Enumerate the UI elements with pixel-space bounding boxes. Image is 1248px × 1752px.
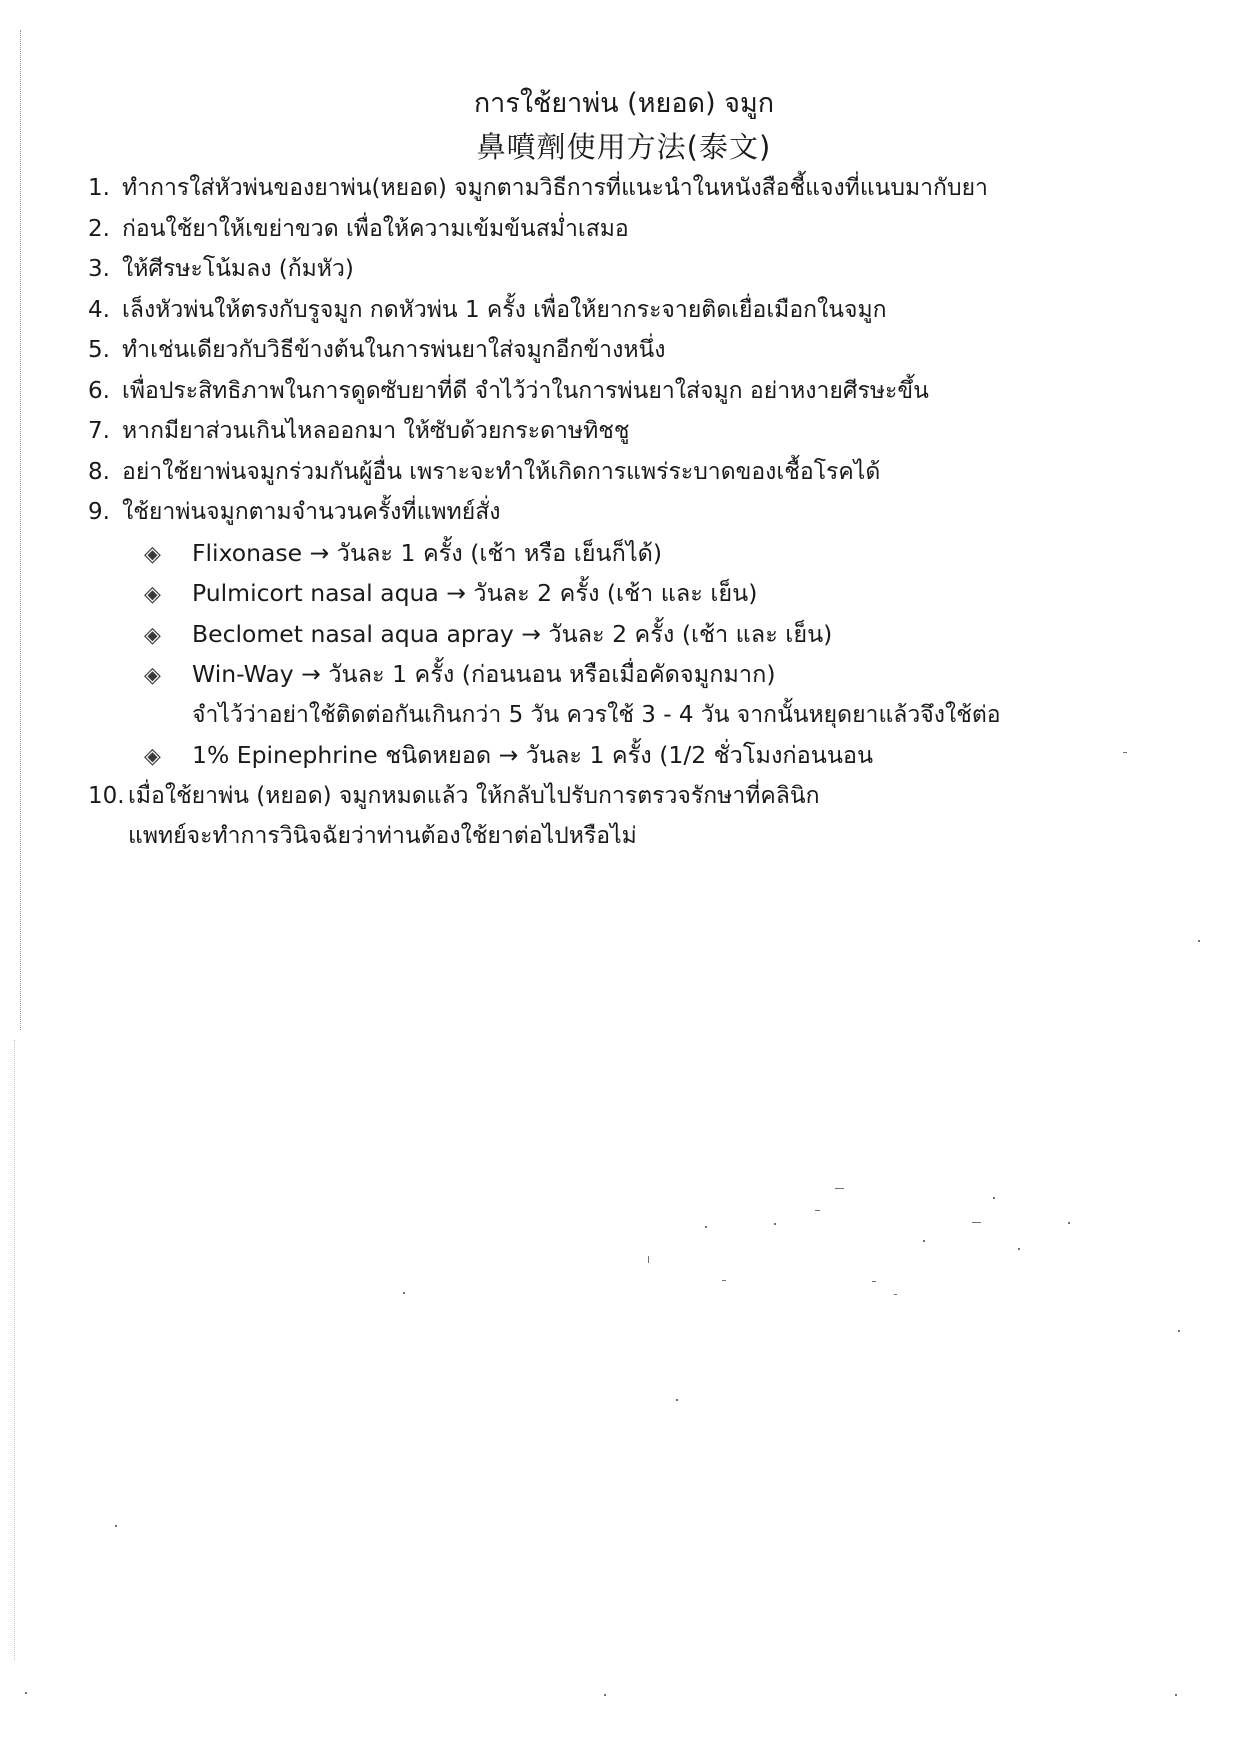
diamond-bullet-icon: ◈ [144, 663, 161, 688]
item-number: 10. [88, 782, 125, 809]
diamond-bullet-icon: ◈ [144, 744, 161, 769]
item-text: ทำการใส่หัวพ่นของยาพ่น(หยอด) จมูกตามวิธีการที่แนะนำในหนังสือชี้แจงที่แนบมากับยา [122, 175, 988, 201]
item-text: หากมียาส่วนเกินไหลออกมา ให้ซับด้วยกระดาษทิชชู [122, 418, 630, 444]
scan-speck [403, 1292, 405, 1294]
list-item [88, 492, 1208, 533]
item-text: ให้ศีรษะโน้มลง (ก้มหัว) [122, 256, 354, 282]
scan-speck [972, 1222, 981, 1223]
scan-speck [25, 1692, 27, 1694]
win-way-note: จำไว้ว่าอย่าใช้ติดต่อกันเกินกว่า 5 วัน ควรใช้ 3 - 4 วัน จากนั้นหยุดยาแล้วจึงใช้ต่อ [192, 701, 1001, 728]
item-text: ใช้ยาพ่นจมูกตามจำนวนครั้งที่แพทย์สั่ง [122, 499, 501, 525]
list-item [88, 249, 1208, 290]
scan-edge-mark [14, 1040, 15, 1660]
sub-list-item [88, 614, 1208, 655]
scan-speck [705, 1226, 707, 1228]
scan-speck [722, 1280, 726, 1281]
sub-list-item [88, 654, 1208, 695]
item-number: 9. [88, 499, 110, 525]
sub-list-item [88, 735, 1208, 776]
scan-speck [604, 1694, 606, 1696]
sub-item-text: Pulmicort nasal aqua → วันละ 2 ครั้ง (เช้า และ เย็น) [192, 579, 758, 607]
scan-speck [676, 1399, 678, 1401]
scan-speck [1178, 1330, 1180, 1332]
item-text: เมื่อใช้ยาพ่น (หยอด) จมูกหมดแล้ว ให้กลับไปรับการตรวจรักษาที่คลินิก [128, 782, 820, 809]
item-text: เพื่อประสิทธิภาพในการดูดซับยาที่ดี จำไว้ว่าในการพ่นยาใส่จมูก อย่าหงายศีรษะขึ้น [122, 377, 929, 404]
scan-speck [1198, 940, 1200, 942]
diamond-bullet-icon: ◈ [144, 582, 161, 607]
item-text: ก่อนใช้ยาให้เขย่าขวด เพื่อให้ความเข้มข้นสม่ำเสมอ [122, 215, 629, 242]
scan-speck [815, 1210, 820, 1211]
scan-speck [872, 1281, 876, 1282]
list-item [88, 290, 1208, 331]
scan-speck [115, 1525, 117, 1527]
list-item [88, 776, 1208, 817]
item-text-continuation: แพทย์จะทำการวินิจฉัยว่าท่านต้องใช้ยาต่อไปหรือไม่ [128, 823, 637, 849]
item-number: 1. [88, 175, 110, 201]
sub-list-item [88, 573, 1208, 614]
sub-list-item [88, 533, 1208, 574]
scan-speck [1175, 1694, 1177, 1696]
list-item [88, 411, 1208, 452]
item-number: 5. [88, 337, 110, 363]
scan-speck [993, 1197, 995, 1199]
instruction-list [88, 168, 1208, 857]
scan-speck [835, 1188, 844, 1189]
sub-item-text: 1% Epinephrine ชนิดหยอด → วันละ 1 ครั้ง (1/2 ชั่วโมงก่อนนอน [192, 741, 874, 769]
item-number: 8. [88, 458, 110, 485]
item-number: 7. [88, 418, 110, 444]
item-number: 6. [88, 377, 110, 404]
item-number: 2. [88, 215, 110, 242]
page-title-thai: การใช้ยาพ่น (หยอด) จมูก [473, 88, 775, 119]
scan-edge-mark [20, 30, 21, 1030]
scan-speck [648, 1256, 649, 1263]
sub-item-text: Flixonase → วันละ 1 ครั้ง (เช้า หรือ เย็นก็ได้) [192, 538, 663, 567]
list-item [88, 209, 1208, 250]
scan-speck [894, 1294, 897, 1295]
scan-speck [1018, 1248, 1020, 1250]
list-item [88, 452, 1208, 493]
sub-item-text: Win-Way → วันละ 1 ครั้ง (ก่อนนอน หรือเมื่อคัดจมูกมาก) [192, 660, 776, 688]
item-number: 4. [88, 296, 110, 323]
list-item [88, 330, 1208, 371]
item-text: อย่าใช้ยาพ่นจมูกร่วมกันผู้อื่น เพราะจะทำให้เกิดการแพร่ระบาดของเชื้อโรคได้ [122, 458, 881, 485]
diamond-bullet-icon: ◈ [144, 541, 161, 567]
item-text: เล็งหัวพ่นให้ตรงกับรูจมูก กดหัวพ่น 1 ครั้ง เพื่อให้ยากระจายติดเยื่อเมือกในจมูก [122, 296, 887, 323]
list-item [88, 371, 1208, 412]
item-number: 3. [88, 256, 110, 282]
diamond-bullet-icon: ◈ [144, 622, 161, 648]
list-item [88, 168, 1208, 209]
scan-speck [1123, 752, 1127, 753]
scan-speck [923, 1240, 925, 1242]
sub-item-text: Beclomet nasal aqua apray → วันละ 2 ครั้ง (เช้า และ เย็น) [192, 619, 833, 648]
page-title-chinese: 鼻噴劑使用方法(泰文) [476, 130, 772, 164]
item-text: ทำเช่นเดียวกับวิธีข้างต้นในการพ่นยาใส่จมูกอีกข้างหนึ่ง [122, 337, 666, 363]
scan-speck [1068, 1222, 1070, 1224]
scan-speck [774, 1223, 776, 1225]
